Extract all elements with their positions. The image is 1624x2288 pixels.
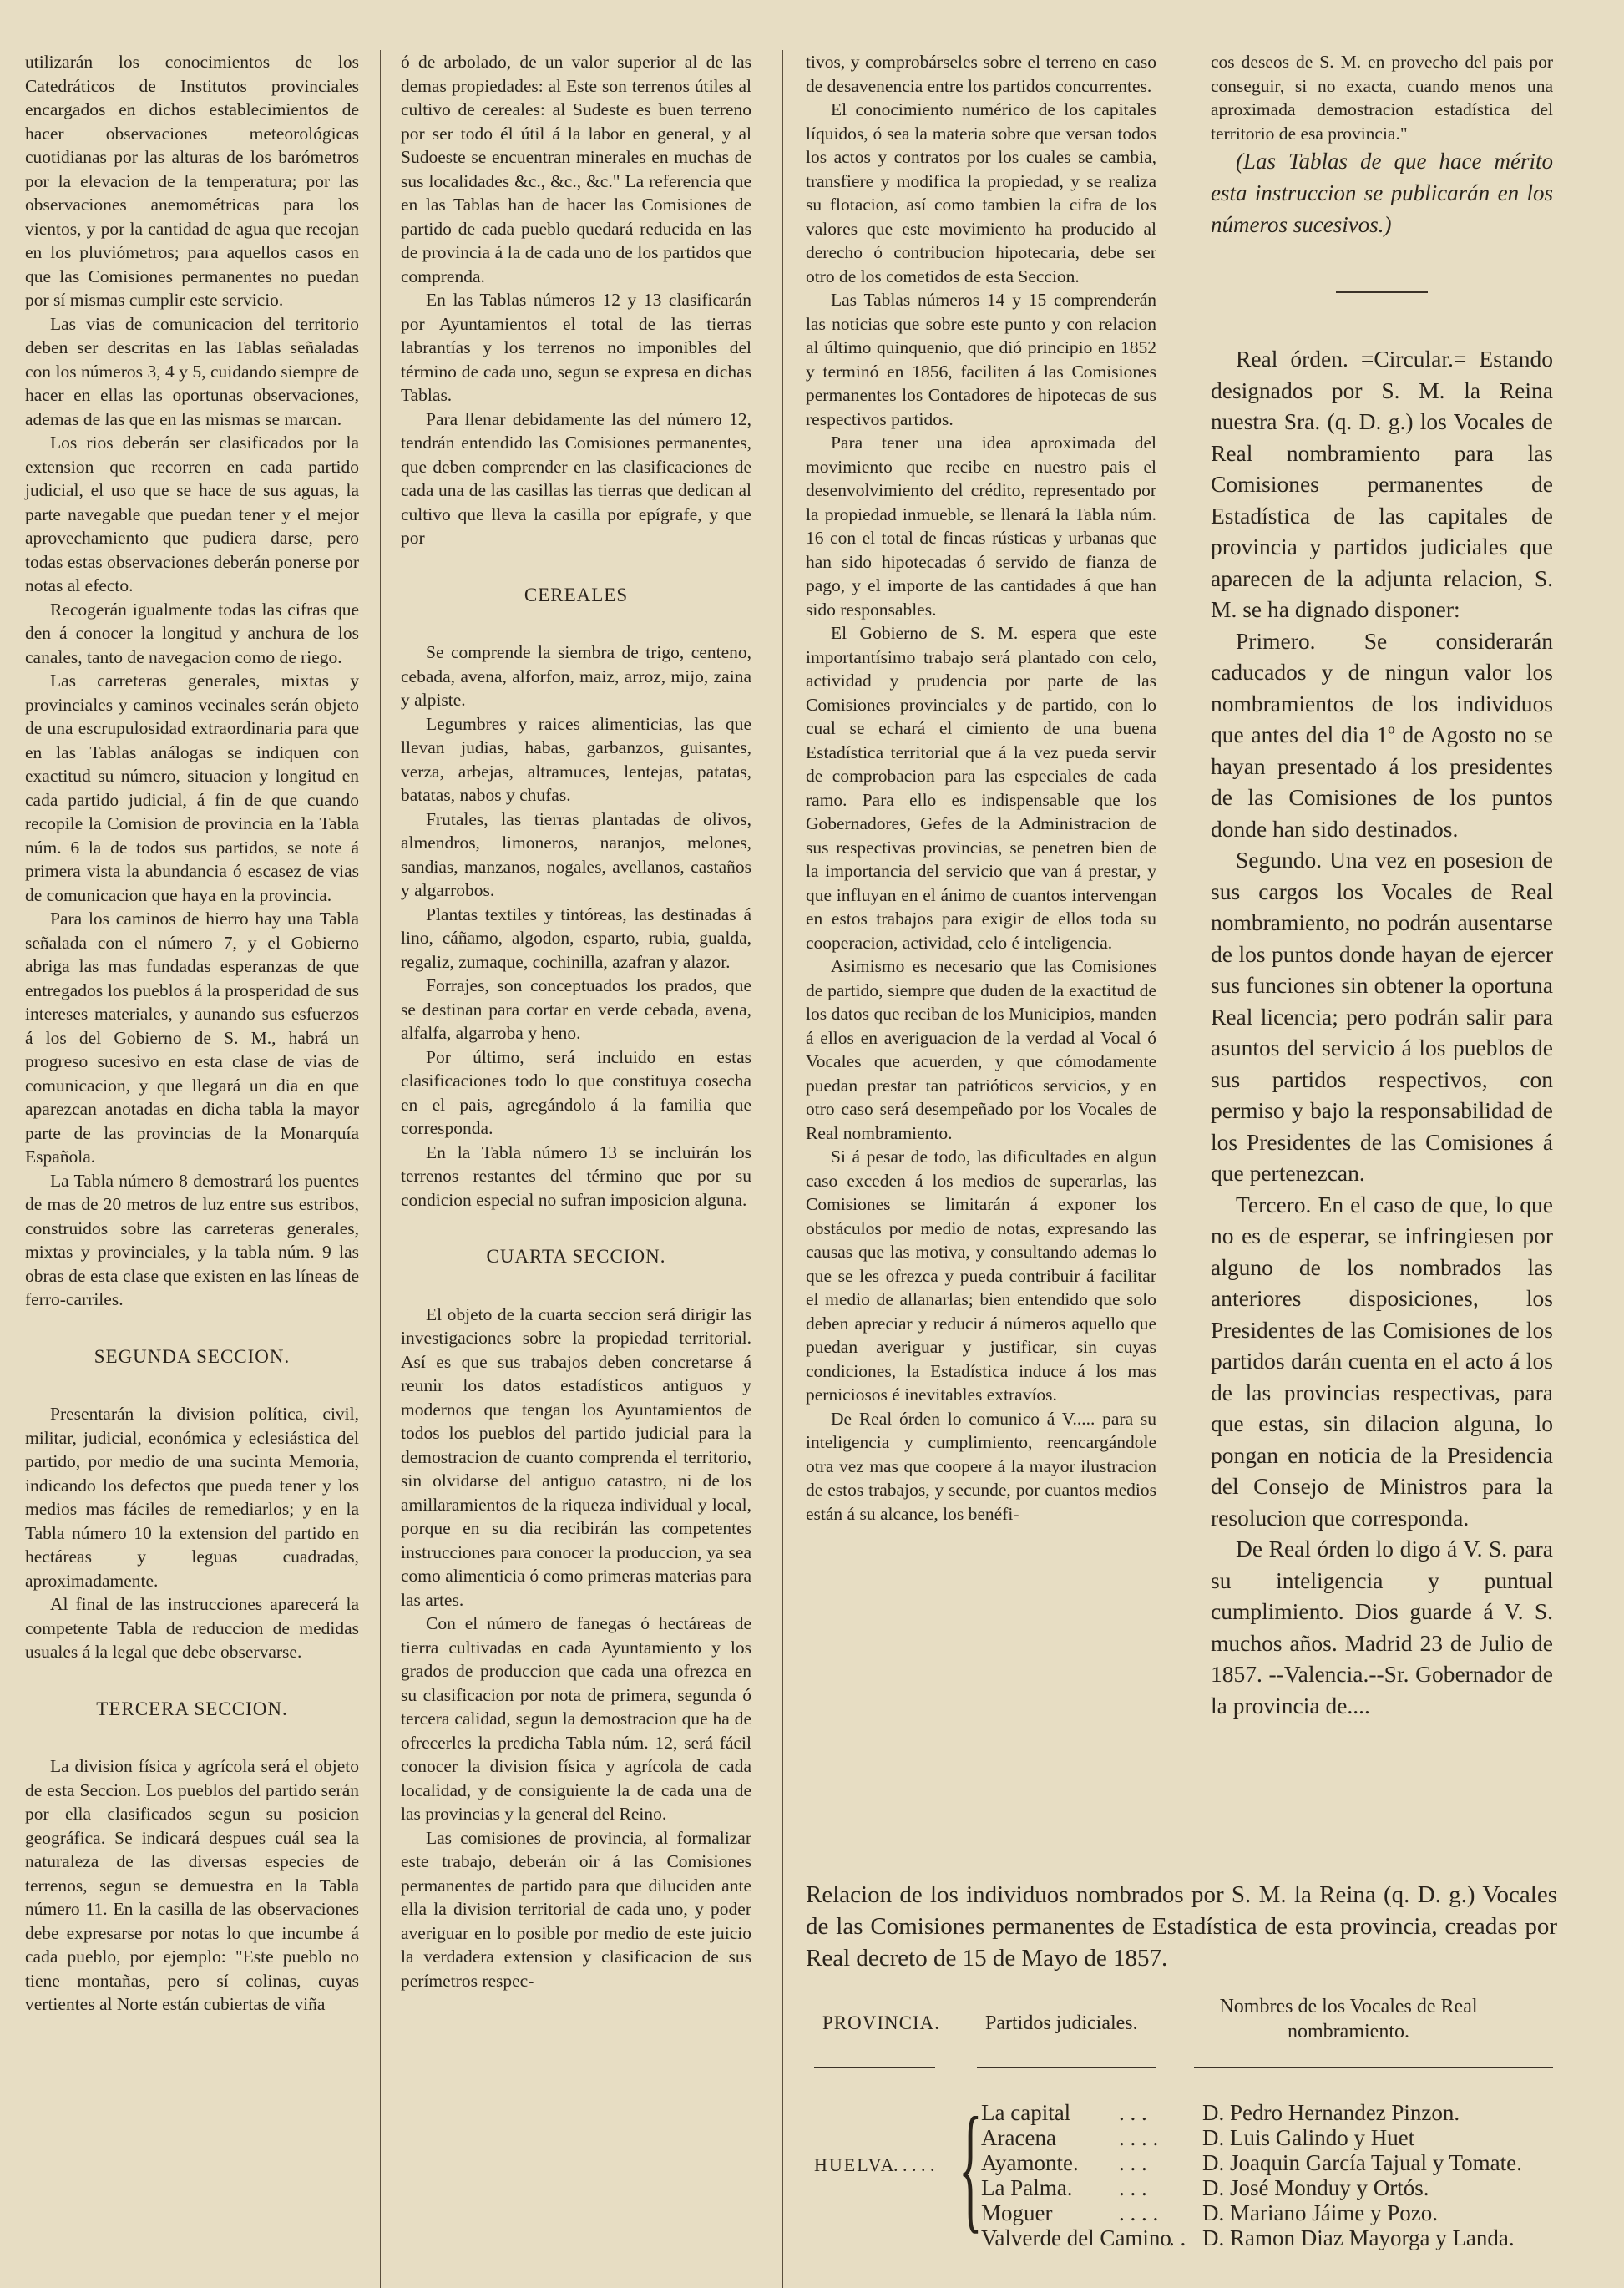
vocal-name: D. Ramon Diaz Mayorga y Landa. (1202, 2225, 1515, 2250)
paragraph: De Real órden lo comunico á V..... para su inteligencia y cumplimiento, reencargándole otra vez mas que coopere á la mayor ilustracion de estos trabajos, y secunde, por cuantos medios están á su alcance, los benéfi- (806, 1408, 1156, 1524)
paragraph: Para los caminos de hierro hay una Tabla señalada con el número 7, y el Gobierno abriga las mas fundadas esperanzas de que entregados los pueblos á la prosperidad de sus intereses materiales, y aunando sus esfuerzos á los del Gobierno de S. M., habrá un progreso sucesivo en esta clase de vias de comunicacion, y que llegará un dia en que aparezcan anotadas en dicha tabla la mayor parte de las provincias de la Monarquía Española. (25, 909, 359, 1167)
paragraph: Presentarán la division política, civil, militar, judicial, económica y eclesiástica del partido, por medio de una sucinta Memoria, indicando los defectos que pueda tener y los medios mas fáciles de remediarlos; y en la Tabla número 10 la extension del partido en hectáreas y leguas cuadradas, aproximadamente. (25, 1404, 359, 1591)
section-heading: SEGUNDA SECCION. (94, 1345, 291, 1367)
vocal-name: D. Joaquin García Tajual y Tomate. (1202, 2150, 1522, 2175)
paragraph: Primero. Se considerarán caducados y de ningun valor los nombramientos de los individuos que antes del dia 1º de Agosto no se hayan presentado á los presidentes de las Comisiones de los puntos donde han sido destinados. (1211, 627, 1553, 842)
leader-dots: . . . (1119, 2100, 1147, 2125)
vocal-name: D. Pedro Hernandez Pinzon. (1202, 2100, 1460, 2125)
partido-name: Aracena (981, 2125, 1056, 2150)
paragraph: Las comisiones de provincia, al formalizar este trabajo, deberán oir á las Comisiones permanentes de partido para que diluciden ante ella la division territorial de cada uno, y poder averiguar en lo posible por medio de este juicio la verdadera extension y clasificacion de sus perímetros respec- (401, 1827, 751, 1991)
vocal-name: D. Mariano Jáime y Pozo. (1202, 2200, 1438, 2225)
paragraph: cos deseos de S. M. en provecho del pais por conseguir, si no exacta, cuando menos una aproximada demostracion estadística del territorio de esa provincia." (1211, 52, 1553, 144)
paragraph: Frutales, las tierras plantadas de olivos, almendros, limoneros, naranjos, melones, sandias, manzanos, nogales, avellanos, castaños y algarrobos. (401, 808, 751, 900)
leader-dots: . . . (1119, 2175, 1147, 2200)
real-orden-circular (1211, 343, 1553, 1721)
paragraph: De Real órden lo digo á V. S. para su inteligencia y puntual cumplimiento. Dios guarde á V. S. muchos años. Madrid 23 de Julio de 1857. --Valencia.--Sr. Gobernador de la provincia de.... (1211, 1536, 1553, 1719)
column-3 (806, 50, 1156, 1526)
provincia-dots: . . . . . (893, 2154, 935, 2175)
paragraph: Asimismo es necesario que las Comisiones de partido, siempre que duden de la exactitud de los datos que reciban de los Municipios, manden á ellos en averiguacion de la verdad al Vocal ó Vocales que acuerden, y que cómodamente puedan prestar tan patrióticos servicios, y en otro caso será desempeñado por los Vocales de Real nombramiento. (806, 956, 1156, 1143)
paragraph: En la Tabla número 13 se incluirán los terrenos restantes del término que por su condicion especial no sufran imposicion alguna. (401, 1141, 751, 1210)
paragraph: Las Tablas números 14 y 15 comprenderán las noticias que sobre este punto y con relacion al último quinquenio, que dió principio en 1852 y terminó en 1856, faciliten á las Comisiones permanentes los Contadores de hipotecas de sus respectivos partidos. (806, 290, 1156, 429)
column-2 (401, 50, 751, 1992)
paragraph: Legumbres y raices alimenticias, las que llevan judias, habas, garbanzos, guisantes, verza, arbejas, altramuces, lentejas, patatas, batatas, nabos y chufas. (401, 713, 751, 805)
paragraph: Plantas textiles y tintóreas, las destinadas á lino, cáñamo, algodon, esparto, rubia, gualda, regaliz, zumaque, cochinilla, azafran y alazor. (401, 904, 751, 972)
leader-dots: . . . . (1119, 2200, 1159, 2225)
provincia-name: HUELVA (814, 2154, 896, 2175)
leader-dots: . . . (1119, 2150, 1147, 2175)
section-heading: CUARTA SECCION. (486, 1246, 666, 1267)
partido-name: La Palma. (981, 2175, 1073, 2200)
vocal-name: D. José Monduy y Ortós. (1202, 2175, 1429, 2200)
relacion-title: Relacion de los individuos nombrados por S. M. la Reina (q. D. g.) Vocales de las Comisiones permanentes de Estadística de esta provincia, creadas por Real decreto de 15 de Mayo de 1857. (806, 1881, 1557, 1972)
paragraph: Las vias de comunicacion del territorio deben ser descritas en las Tablas señaladas con los números 3, 4 y 5, cuidando siempre de hacer en ellas las oportunas observaciones, ademas de las que en las mismas se marcan. (25, 313, 359, 429)
paragraph: Con el número de fanegas ó hectáreas de tierra cultivadas en cada Ayuntamiento y los grados de produccion que cada una ofrezca en su clasificacion por nota de primera, segunda ó tercera calidad, segun la demostracion que ha de ofrecerles la predicha Tabla núm. 12, será fácil conocer la division física y agrícola de cada localidad, y de consiguiente la de cada una de las provincias y la general del Reino. (401, 1613, 751, 1824)
vocal-name: D. Luis Galindo y Huet (1202, 2125, 1415, 2150)
header-partidos: Partidos judiciales. (985, 2012, 1138, 2034)
paragraph: Forrajes, son conceptuados los prados, que se destinan para cortar en verde cebada, avena, alfalfa, algarroba y heno. (401, 975, 751, 1043)
header-vocales: Nombres de los Vocales de Real nombramiento. (1219, 1996, 1478, 2042)
paragraph: Se comprende la siembra de trigo, centeno, cebada, avena, alforfon, maiz, arroz, mijo, zaina y alpiste. (401, 642, 751, 710)
paragraph: Para llenar debidamente las del número 12, tendrán entendido las Comisiones permanentes, que deben comprender en las clasificaciones de cada una de las casillas las tierras que dedican al cultivo que lleva la casilla por epígrafe, y que por (401, 408, 751, 548)
paragraph: Si á pesar de todo, las dificultades en algun caso exceden á los medios de superarlas, las Comisiones se limitarán á exponer los obstáculos por medio de notas, expresando las causas que las motiva, y consultando ademas lo que se les ofrezca y pueda contribuir á facilitar el medio de allanarlas; bien entendido que solo deben apreciar y reducir á números aquello que puedan averiguar y justificar, sin cuyas condiciones, la Estadística induce á los mas perniciosos é inevitables extravíos. (806, 1147, 1156, 1405)
paragraph: Por último, será incluido en estas clasificaciones todo lo que constituya cosecha en el pais, agregándolo á la familia que corresponda. (401, 1046, 751, 1138)
paragraph: En las Tablas números 12 y 13 clasificarán por Ayuntamientos el total de las tierras labrantías y los terrenos no imponibles del término de cada uno, segun se expresa en dichas Tablas. (401, 290, 751, 405)
paragraph: Para tener una idea aproximada del movimiento que recibe en nuestro pais el desenvolvimiento del crédito, representado por la propiedad inmueble, se llenará la Tabla núm. 16 con el total de fincas rústicas y urbanas que han sido hipotecadas ó servido de fianza de pago, y el importe de las cantidades á que han sido responsables. (806, 433, 1156, 620)
section-heading: CEREALES (524, 584, 629, 605)
header-provincia: PROVINCIA. (822, 2012, 940, 2033)
paragraph: utilizarán los conocimientos de los Catedráticos de Institutos provinciales encargados en dichos establecimientos de hacer observaciones meteorológicas cuotidianas por las alturas de los barómetros por la elevacion de la temperatura; por las observaciones anemométricas para los vientos, y por la cantidad de agua que recojan en los pluviómetros; para aquellos casos en que las Comisiones permanentes no puedan por sí mismas cumplir este servicio. (25, 52, 359, 310)
partido-name: La capital (981, 2100, 1071, 2125)
column-1 (25, 50, 359, 2017)
paragraph: El Gobierno de S. M. espera que este importantísimo trabajo será plantado con celo, actividad y prudencia por parte de las Comisiones provinciales y de partido, con lo cual se echará el cimiento de una buena Estadística territorial que á la vez pueda servir de comprobacion para las especiales de cada ramo. Para ello es indispensable que los Gobernadores, Gefes de la Administracion de sus respectivas provincias, se penetren bien de la importancia del servicio que van á prestar, y que influyan en el ánimo de cuantos intervengan en estos trabajos para exigir de ellos toda su cooperacion, actividad, celo é inteligencia. (806, 623, 1156, 953)
paragraph: ó de arbolado, de un valor superior al de las demas propiedades: al Este son terrenos útiles al cultivo de cereales: al Sudeste es buen terreno por ser todo él útil á la labor en general, y al Sudoeste se encuentran minerales en muchas de sus localidades &c., &c., &c." La referencia que en las Tablas han de hacer las Comisiones de partido de cada pueblo quedará reducida en las de provincia á la de cada uno de los partidos que comprenda. (401, 52, 751, 286)
table-rule (1194, 2067, 1553, 2068)
paragraph: El objeto de la cuarta seccion será dirigir las investigaciones sobre la propiedad territorial. Así es que sus trabajos deben concretarse á reunir los datos estadísticos antiguos y modernos que tengan los Ayuntamientos de todos los pueblos del partido judicial para la demostracion de cuanto comprenda el territorio, sin olvidarse del antiguo catastro, ni de los amillaramientos de la riqueza individual y local, porque en su dia recibirán las competentes instrucciones para conocer la produccion, ya sea como alimenticia ó como primeras materias para las artes. (401, 1303, 751, 1610)
column-4 (1211, 50, 1553, 1721)
partido-name: Valverde del Camino (981, 2225, 1171, 2250)
editor-note: (Las Tablas de que hace mérito esta instruccion se publicarán en los números sucesivos.) (1211, 149, 1553, 237)
paragraph: Los rios deberán ser clasificados por la extension que recorren en cada partido judicial, el uso que se hace de sus aguas, la parte navegable que puedan tener y el mejor aprovechamiento que pudiera darse, pero todas estas observaciones deberán ponerse por notas al efecto. (25, 433, 359, 595)
paragraph: Las carreteras generales, mixtas y provinciales y caminos vecinales serán objeto de una escrupulosidad extraordinaria para que en las Tablas análogas se indiquen con exactitud su número, situacion y longitud en cada partido judicial, á fin de que cuando recopile la Comision de provincia en la Tabla núm. 6 la de todos sus partidos, se note á primera vista la abundancia ó escasez de vias de comunicacion que haya en la provincia. (25, 671, 359, 905)
paragraph: Tercero. En el caso de que, lo que no es de esperar, se infringiesen por alguno de los nombrados las anteriores disposiciones, los Presidentes de las Comisiones de los partidos darán cuenta en el acto á los de las provincias respectivas, para que estas, sin dilacion alguna, lo pongan en noticia de la Presidencia del Consejo de Ministros para la resolucion que corresponda. (1211, 1191, 1553, 1531)
table-rule (814, 2067, 935, 2068)
paragraph: La Tabla número 8 demostrará los puentes de mas de 20 metros de luz entre sus estribos, construidos sobre las carreteras generales, mixtas y provinciales, y la tabla núm. 9 las obras de esta clase que existen en las líneas de ferro-carriles. (25, 1170, 359, 1309)
paragraph: Recogerán igualmente todas las cifras que den á conocer la longitud y anchura de los canales, tanto de navegacion como de riego. (25, 599, 359, 667)
paragraph: Real órden. =Circular.= Estando designados por S. M. la Reina nuestra Sra. (q. D. g.) los Vocales de Real nombramiento para las Comisiones permanentes de Estadística de las capitales de provincia y partidos judiciales que aparecen de la adjunta relacion, S. M. se ha dignado disponer: (1211, 346, 1553, 622)
separator-rule (1336, 291, 1428, 293)
brace-glyph: { (959, 2088, 983, 2245)
table-rule (977, 2067, 1156, 2068)
leader-dots: . . . . (1119, 2125, 1159, 2150)
paragraph: Al final de las instrucciones aparecerá la competente Tabla de reduccion de medidas usuales á la legal que debe observarse. (25, 1594, 359, 1662)
section-heading: TERCERA SECCION. (96, 1698, 288, 1719)
leader-dots: . . (1169, 2225, 1186, 2250)
paragraph: El conocimiento numérico de los capitales líquidos, ó sea la materia sobre que versan todos los actos y contratos por los cuales se cambia, transfiere y modifica la propiedad, y se realiza su flotacion, así como tambien la cifra de los valores que este movimiento ha producido al derecho ó contribucion hipotecaria, debe ser otro de los cometidos de esta Seccion. (806, 99, 1156, 286)
paragraph: Segundo. Una vez en posesion de sus cargos los Vocales de Real nombramiento, no podrán ausentarse de los puntos donde hayan de ejercer sus funciones sin obtener la oportuna Real licencia; pero podrán salir para asuntos del servicio á los pueblos de sus partidos respectivos, con permiso y bajo la responsabilidad de los Presidentes de las Comisiones á que pertenezcan. (1211, 847, 1553, 1186)
column-divider (380, 50, 381, 2288)
partido-name: Moguer (981, 2200, 1053, 2225)
column-divider (782, 50, 783, 2288)
paragraph: tivos, y comprobárseles sobre el terreno en caso de desavenencia entre los partidos concurrentes. (806, 52, 1156, 96)
paragraph: La division física y agrícola será el objeto de esta Seccion. Los pueblos del partido serán por ella clasificados segun su posicion geográfica. Se indicará despues cuál sea la naturaleza de las diversas especies de terrenos, segun se demuestra en la Tabla número 11. En la casilla de las observaciones debe expresarse por notas lo que incumbe á cada pueblo, por ejemplo: "Este pueblo no tiene montañas, pero sí colinas, cuyas vertientes al Norte están cubiertas de viña (25, 1756, 359, 2014)
partido-name: Ayamonte. (981, 2150, 1079, 2175)
